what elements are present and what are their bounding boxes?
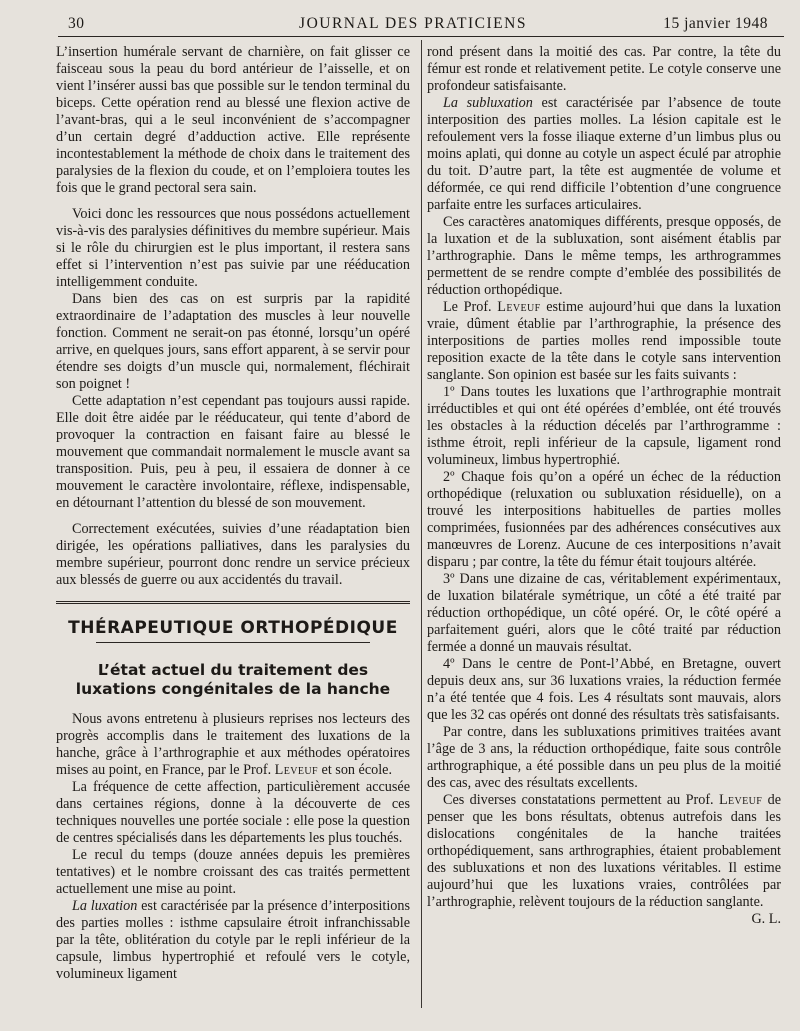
paragraph: Le recul du temps (douze années depuis les premières tentatives) et le nombre croissant des cas traités permettent actuellement une mise au point. [56,847,410,897]
list-item: 1º Dans toutes les luxations que l’arthrographie montrait irréductibles et qui ont été opérées d’emblée, ont été trouvés les obstacles à la réduction décelés par l’arthrogramme : isthme étroit, repli inférieur de la capsule, ligament rond volumineux, limbus hypertrophié. [427,384,781,468]
paragraph [427,792,781,927]
paragraph: Dans bien des cas on est surpris par la rapidité extraordinaire de l’adaptation des muscles à leur nouvelle fonction. Comment ne serait-on pas étonné, lorsqu’un opéré arrive, en quelques jours, sans effort apparent, à se servir pour étendre ses doigts d’un muscle qui, normalement, fléchirait son poignet ! [56,291,410,392]
journal-title: JOURNAL DES PRATICIENS [299,15,527,32]
term: La luxation [72,898,138,914]
signature: G. L. [751,911,781,927]
page-header [58,13,768,35]
list-item: 2º Chaque fois qu’on a opéré un échec de la réduction orthopédique (reluxation ou subluxation résiduelle), on a trouvé les interpositions habituelles de parties molles comprimées, fusionnées par des adhérences consécutives aux manœuvres de Lorenz. Aucune de ces interpositions n’avait disparu ; par contre, la tête du fémur était toujours altérée. [427,469,781,570]
text-run: Ces diverses constatations permettent au Prof. [443,792,719,808]
text-run: Le Prof. [443,299,498,315]
paragraph: Correctement exécutées, suivies d’une réadaptation bien dirigée, les opérations palliatives, dans les paralysies du membre supérieur, pourront donc rendre un service précieux aux blessés de guerre ou aux accidentés du travail. [56,521,410,588]
text-run: est caractérisée par l’absence de toute interposition des parties molles. La lésion capitale est le refoulement vers la fosse iliaque externe d’un limbus plus ou moins aplati, qui donne au cotyle un aspect éculé par atrophie du toit. D’autre part, la tête est augmentée de volume et déformée, ce qui rend difficile l’obtention d’une congruence parfaite entre les surfaces articulaires. [427,95,781,213]
issue-date: 15 janvier 1948 [663,15,768,32]
paragraph: Ces caractères anatomiques différents, presque opposés, de la luxation et de la subluxation, sont aisément établis par l’arthrographie. Dans le même temps, les arthrogrammes permettent de se rendre compte d’emblée des possibilités de réduction orthopédique. [427,214,781,298]
section-divider [56,601,410,604]
text-run: et son école. [317,762,393,778]
author-name: Leveuf [497,299,541,315]
page-number: 30 [68,15,85,32]
text-run: Nous avons entretenu à plusieurs reprises nos lecteurs des progrès accomplis dans le traitement des luxations de la hanche, grâce à l’arthrographie et aux méthodes opératoires mises au point, en France, par le Prof. [56,711,410,778]
paragraph [427,299,781,384]
author-name: Leveuf [274,762,318,778]
right-column [427,44,781,928]
paragraph: Voici donc les ressources que nous possédons actuellement vis-à-vis des paralysies définitives du membre supérieur. Mais si le rôle du chirurgien est le plus important, il restera sans effet si l’intervention n’est pas suivie par une rééducation intelligemment conduite. [56,206,410,290]
header-rule [58,36,784,37]
paragraph [56,711,410,779]
paragraph [56,898,410,983]
paragraph: La fréquence de cette affection, particulièrement accusée dans certaines régions, donne à la découverte de ces techniques nouvelles une portée sociale : elle pose la question de centres spécialisés dans les départements les plus touchés. [56,779,410,846]
list-item: 4º Dans le centre de Pont-l’Abbé, en Bretagne, ouvert depuis deux ans, sur 36 luxations vraies, la réduction fermée n’a été tentée que 4 fois. Les 4 résultats sont mauvais, alors que les 32 cas opérés ont donné des résultats très satisfaisants. [427,656,781,723]
paragraph: rond présent dans la moitié des cas. Par contre, la tête du fémur est ronde et relativement petite. Le cotyle conserve une profondeur satisfaisante. [427,44,781,94]
author-name: Leveuf [718,792,763,808]
paragraph: Par contre, dans les subluxations primitives traitées avant l’âge de 3 ans, la réduction orthopédique, faite sous contrôle arthrographique, a été possible dans un peu plus de la moitié des cas, avec des résultats excellents. [427,724,781,791]
text-run: est caractérisée par la présence d’interpositions des parties molles : isthme capsulaire étroit infranchissable par la tête, oblitération du cotyle par le repli inférieur de la capsule, limbus hypertrophié et refoulé vers le cotyle, volumineux ligament [56,898,410,982]
left-column [56,44,410,983]
list-item: 3º Dans une dizaine de cas, véritablement expérimentaux, de luxation bilatérale symétrique, un côté a été traité par réduction orthopédique, un côté opéré. Or, le côté opéré a parfaitement guéri, alors que le côté traité par réduction fermée a donné un mauvais résultat. [427,571,781,655]
article-title: L’état actuel du traitement des luxations congénitales de la hanche [75,661,391,698]
text-run: estime aujourd’hui que dans la luxation vraie, dûment établie par l’arthrographie, la présence des interpositions de parties molles rend impossible toute reposition exacte de la tête dans le cotyle sans intervention sanglante. Son opinion est basée sur les faits suivants : [427,299,782,383]
column-divider [421,40,422,1008]
paragraph [427,95,781,214]
term: La subluxation [443,95,533,111]
paragraph: L’insertion humérale servant de charnière, on fait glisser ce faisceau sous la peau du bord antérieur de l’aisselle, et on vient l’insérer aussi bas que possible sur le tendon terminal du biceps. Cette opération rend au blessé une flexion active de l’avant-bras, qui a le seul inconvénient de s’accompagner d’un certain degré d’adduction active. Elle représente incontestablement la méthode de choix dans le traitement des paralysies de la flexion du coude, et on l’emploiera toutes les fois que le grand pectoral sera sain. [56,44,410,196]
paragraph: Cette adaptation n’est cependant pas toujours aussi rapide. Elle doit être aidée par le rééducateur, qui tente d’abord de provoquer la contraction en faisant faire au blessé le mouvement que commandait normalement le muscle avant sa transposition. Puis, peu à peu, il essaiera de donner à ce mouvement le caractère involontaire, réflexe, indispensable, en détournant l’attention du blessé de son mouvement. [56,393,410,511]
section-title-underline [96,642,370,643]
text-run: de penser que les bons résultats, obtenus autrefois dans les dislocations congénitales de la hanche traitées orthopédiquement, sans arthrographies, étaient probablement des subluxations et non des luxations véritables. Il estime aujourd’hui que les luxations vraies, contrôlées par l’arthrographie, relèvent toujours de la réduction sanglante. [427,792,781,910]
section-title: THÉRAPEUTIQUE ORTHOPÉDIQUE [68,618,398,638]
